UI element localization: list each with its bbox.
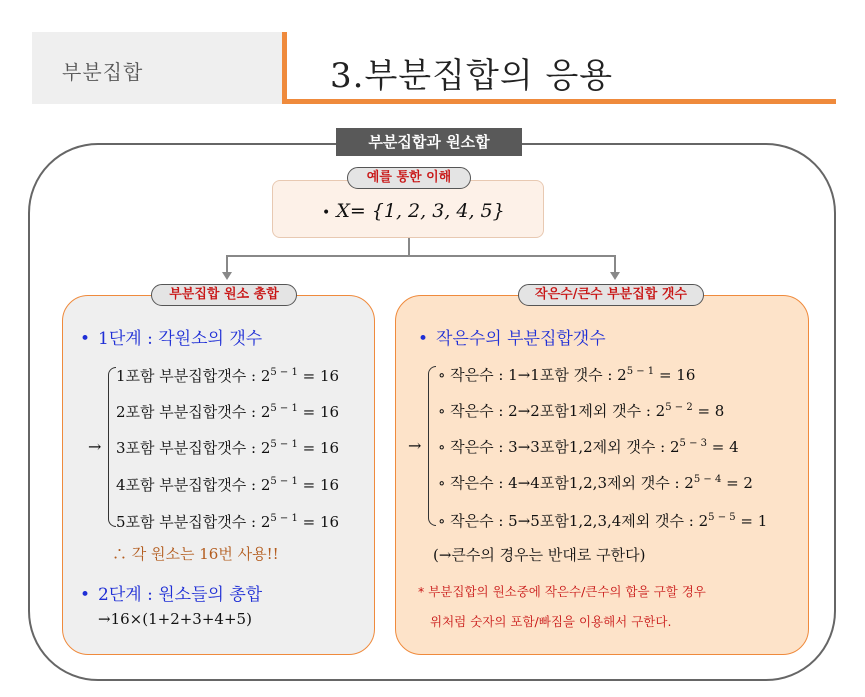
right-row: ∘ 작은수 : 3→3포함1,2제외 갯수 : $2^{5 - 3} = 4$ — [438, 438, 739, 456]
page-title: 3.부분집합의 응용 — [330, 56, 614, 96]
left-row: 1포함 부분집합갯수 : $2^{5 - 1} = 16$ — [116, 367, 340, 385]
example-set-text: X= {1, 2, 3, 4, 5} — [336, 200, 505, 222]
right-arrow: → — [408, 436, 422, 455]
left-brace — [108, 367, 116, 527]
left-row: 4포함 부분집합갯수 : $2^{5 - 1} = 16$ — [116, 476, 340, 494]
right-note-line1: * 부분집합의 원소중에 작은수/큰수의 합을 구할 경우 — [418, 584, 706, 599]
left-step1-text: 1단계 : 각원소의 갯수 — [98, 329, 263, 349]
arrow-down-left-icon — [222, 272, 232, 280]
header-divider-vertical — [282, 32, 287, 104]
right-row: ∘ 작은수 : 1→1포함 갯수 : $2^{5 - 1} = 16$ — [438, 366, 696, 384]
header-divider-horizontal — [282, 99, 836, 104]
connector-stem — [408, 238, 410, 256]
right-pill: 작은수/큰수 부분집합 갯수 — [518, 284, 704, 306]
right-brace — [428, 366, 436, 526]
right-row: ∘ 작은수 : 4→4포함1,2,3제외 갯수 : $2^{5 - 4} = 2$ — [438, 474, 753, 492]
left-row: 5포함 부분집합갯수 : $2^{5 - 1} = 16$ — [116, 513, 340, 531]
left-step2-text: 2단계 : 원소들의 총합 — [98, 585, 263, 605]
left-row: 2포함 부분집합갯수 : $2^{5 - 1} = 16$ — [116, 403, 340, 421]
left-formula: →16×(1+2+3+4+5) — [98, 610, 252, 628]
frame-label: 부분집합과 원소합 — [336, 128, 522, 156]
arrow-down-right-icon — [610, 272, 620, 280]
header-category: 부분집합 — [62, 60, 144, 84]
right-heading: • 작은수의 부분집합갯수 — [418, 329, 606, 349]
left-pill: 부분집합 원소 총합 — [151, 284, 297, 306]
right-row: ∘ 작은수 : 2→2포함1제외 갯수 : $2^{5 - 2} = 8$ — [438, 402, 725, 420]
example-set: • X= {1, 2, 3, 4, 5} — [322, 200, 505, 222]
right-remark: (→큰수의 경우는 반대로 구한다) — [433, 546, 646, 564]
left-step1: • 1단계 : 각원소의 갯수 — [80, 329, 263, 349]
connector-left — [226, 255, 228, 273]
left-row: 3포함 부분집합갯수 : $2^{5 - 1} = 16$ — [116, 439, 340, 457]
example-pill: 예를 통한 이해 — [347, 167, 471, 189]
left-step2: • 2단계 : 원소들의 총합 — [80, 585, 263, 605]
right-heading-text: 작은수의 부분집합갯수 — [436, 329, 606, 349]
left-arrow: → — [88, 437, 102, 456]
right-note-line2: 위처럼 숫자의 포함/빠짐을 이용해서 구한다. — [430, 614, 672, 629]
connector-right — [614, 255, 616, 273]
connector-bar — [226, 255, 616, 257]
left-conclusion: ∴ 각 원소는 16번 사용!! — [112, 545, 279, 563]
right-row: ∘ 작은수 : 5→5포함1,2,3,4제외 갯수 : $2^{5 - 5} = 1$ — [438, 512, 768, 530]
